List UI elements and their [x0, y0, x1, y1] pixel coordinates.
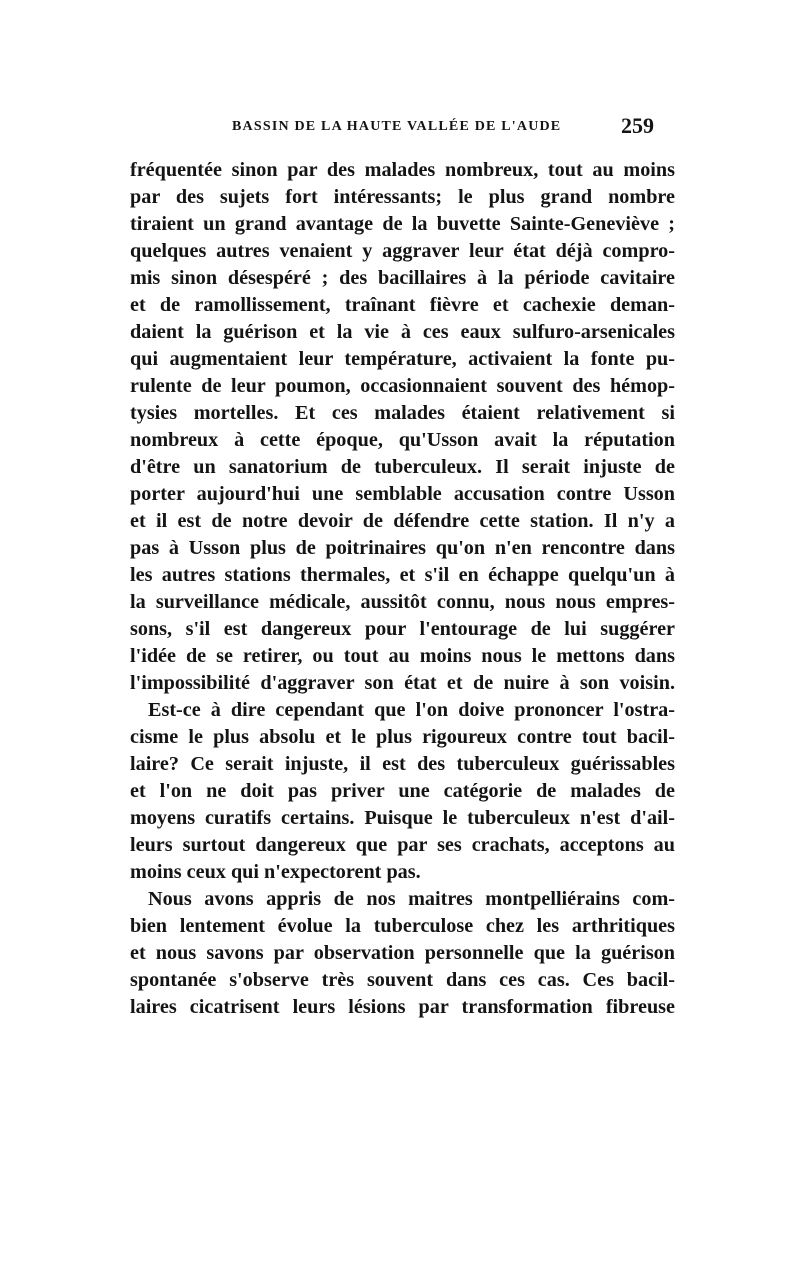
text-line: par des sujets fort intéressants; le plus grand nombre	[130, 186, 675, 208]
text-line: et il est de notre devoir de défendre cette station. Il n'y a	[130, 510, 675, 532]
text-line: rulente de leur poumon, occasionnaient souvent des hémop-	[130, 375, 675, 397]
text-line: la surveillance médicale, aussitôt connu, nous nous empres-	[130, 591, 675, 613]
running-head	[122, 113, 654, 143]
text-line: pas à Usson plus de poitrinaires qu'on n'en rencontre dans	[130, 537, 675, 559]
text-line: mis sinon désespéré ; des bacillaires à la période cavitaire	[130, 267, 675, 289]
text-line: d'être un sanatorium de tuberculeux. Il serait injuste de	[130, 456, 675, 478]
text-line: tysies mortelles. Et ces malades étaient relativement si	[130, 402, 675, 424]
text-line: moyens curatifs certains. Puisque le tuberculeux n'est d'ail-	[130, 807, 675, 829]
paragraph	[130, 697, 675, 886]
paragraph	[130, 886, 675, 1021]
text-line: et de ramollissement, traînant fièvre et cachexie deman-	[130, 294, 675, 316]
text-line: moins ceux qui n'expectorent pas.	[130, 861, 421, 883]
text-line: sons, s'il est dangereux pour l'entourage de lui suggérer	[130, 618, 675, 640]
text-line: cisme le plus absolu et le plus rigoureux contre tout bacil-	[130, 726, 675, 748]
text-line: daient la guérison et la vie à ces eaux sulfuro-arsenicales	[130, 321, 675, 343]
page-number: 259	[621, 113, 654, 138]
running-title: BASSIN DE LA HAUTE VALLÉE DE L'AUDE	[232, 119, 562, 134]
text-line: quelques autres venaient y aggraver leur état déjà compro-	[130, 240, 675, 262]
paragraph	[130, 157, 675, 697]
text-line: leurs surtout dangereux que par ses crachats, acceptons au	[130, 834, 675, 856]
text-line: nombreux à cette époque, qu'Usson avait la réputation	[130, 429, 675, 451]
text-line: porter aujourd'hui une semblable accusation contre Usson	[130, 483, 675, 505]
text-line: fréquentée sinon par des malades nombreux, tout au moins	[130, 159, 675, 181]
text-line: qui augmentaient leur température, activaient la fonte pu-	[130, 348, 675, 370]
text-line: et nous savons par observation personnelle que la guérison	[130, 942, 675, 964]
text-line: l'impossibilité d'aggraver son état et de nuire à son voisin.	[130, 672, 675, 694]
text-line: tiraient un grand avantage de la buvette Sainte-Geneviève ;	[130, 213, 675, 235]
text-line: spontanée s'observe très souvent dans ces cas. Ces bacil-	[130, 969, 675, 991]
body-text	[130, 157, 675, 1021]
text-line: laires cicatrisent leurs lésions par transformation fibreuse	[130, 996, 675, 1018]
text-line: et l'on ne doit pas priver une catégorie de malades de	[130, 780, 675, 802]
text-line: bien lentement évolue la tuberculose chez les arthritiques	[130, 915, 675, 937]
text-line: l'idée de se retirer, ou tout au moins nous le mettons dans	[130, 645, 675, 667]
text-line: Nous avons appris de nos maitres montpelliérains com-	[148, 888, 675, 910]
text-line: les autres stations thermales, et s'il en échappe quelqu'un à	[130, 564, 675, 586]
text-line: Est-ce à dire cependant que l'on doive prononcer l'ostra-	[148, 699, 675, 721]
text-line: laire? Ce serait injuste, il est des tuberculeux guérissables	[130, 753, 675, 775]
